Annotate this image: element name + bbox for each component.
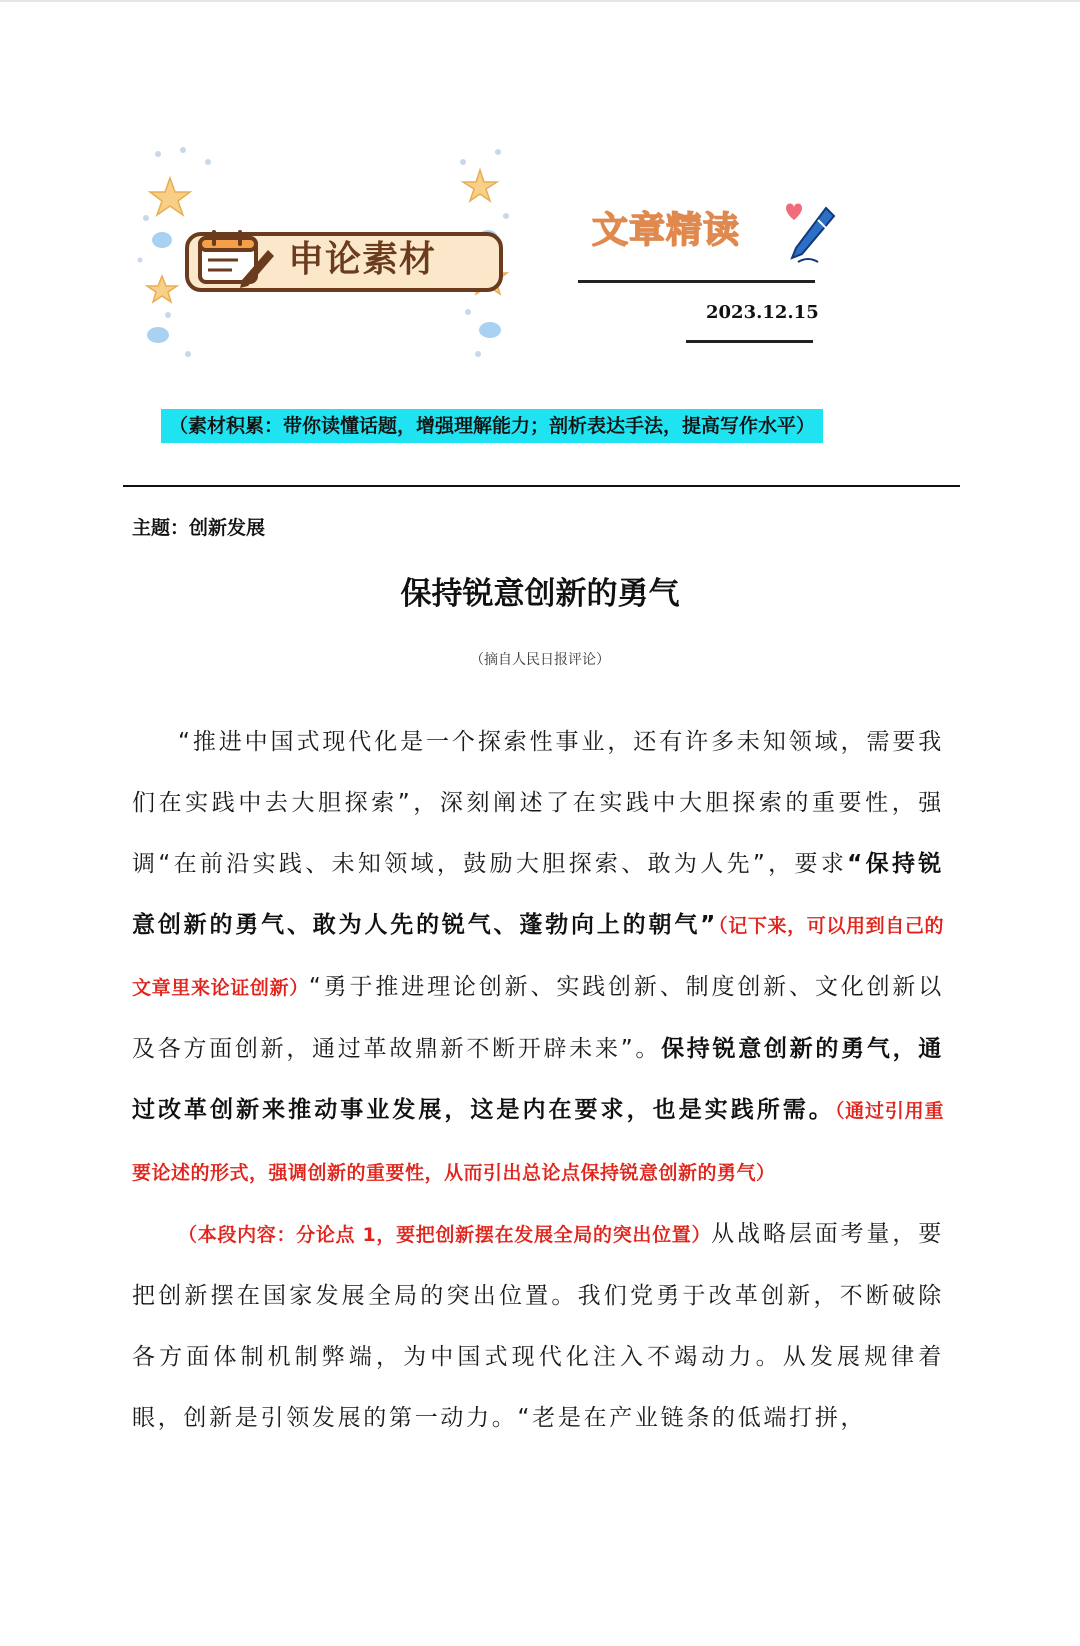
p1-text-1: “推进中国式现代化是一个探索性事业，还有许多未知领域，需要我们在实践中去大胆探索”，深刻阐述了在实践中大胆探索的重要性，强调“在前沿实践、未知领域，鼓励大胆探索、敢为人先”，要求: [132, 729, 944, 877]
header-rule-bottom: [686, 340, 813, 343]
paragraph-2: [132, 1204, 944, 1449]
article-title: 保持锐意创新的勇气: [400, 576, 680, 612]
p2-annotation-1: （本段内容：分论点 1，要把创新摆在发展全局的突出位置）: [178, 1224, 712, 1246]
p1-annotation-1: （记下来，可以用到自己的文章里来论证创新）: [132, 915, 944, 999]
section-divider: [123, 485, 960, 487]
article-body: [132, 712, 944, 1449]
reading-title: 文章精读: [592, 210, 741, 251]
pen-heart-icon: [778, 198, 838, 268]
p1-bold-quote: “保持锐意创新的勇气、敢为人先的锐气、蓬勃向上的朝气”: [132, 851, 944, 938]
highlight-note: （素材积累：带你读懂话题，增强理解能力；剖析表达手法，提高写作水平）: [161, 409, 823, 443]
p1-annotation-2: （通过引用重要论述的形式，强调创新的重要性，从而引出总论点保持锐意创新的勇气）: [132, 1100, 944, 1184]
p2-text-1: 从战略层面考量，要把创新摆在国家发展全局的突出位置。我们党勇于改革创新，不断破除各方面体制机制弊端，为中国式现代化注入不竭动力。从发展规律着眼，创新是引领发展的第一动力。“老是在产业链条的低端打拼，: [132, 1221, 944, 1431]
p1-text-2: “勇于推进理论创新、实践创新、制度创新、文化创新以及各方面创新，通过革故鼎新不断开辟未来”。: [132, 974, 944, 1062]
calendar-pen-icon: [196, 228, 274, 290]
header-rule-top: [578, 280, 815, 283]
top-border: [0, 0, 1080, 2]
issue-date: 2023.12.15: [706, 302, 819, 323]
p1-bold-thesis: 保持锐意创新的勇气，通过改革创新来推动事业发展，这是内在要求，也是实践所需。: [132, 1036, 944, 1123]
header-label: 申论素材: [288, 239, 437, 280]
article-source: （摘自人民日报评论）: [470, 652, 610, 668]
paragraph-1: [132, 712, 944, 1204]
topic-label: 主题：创新发展: [132, 517, 266, 539]
